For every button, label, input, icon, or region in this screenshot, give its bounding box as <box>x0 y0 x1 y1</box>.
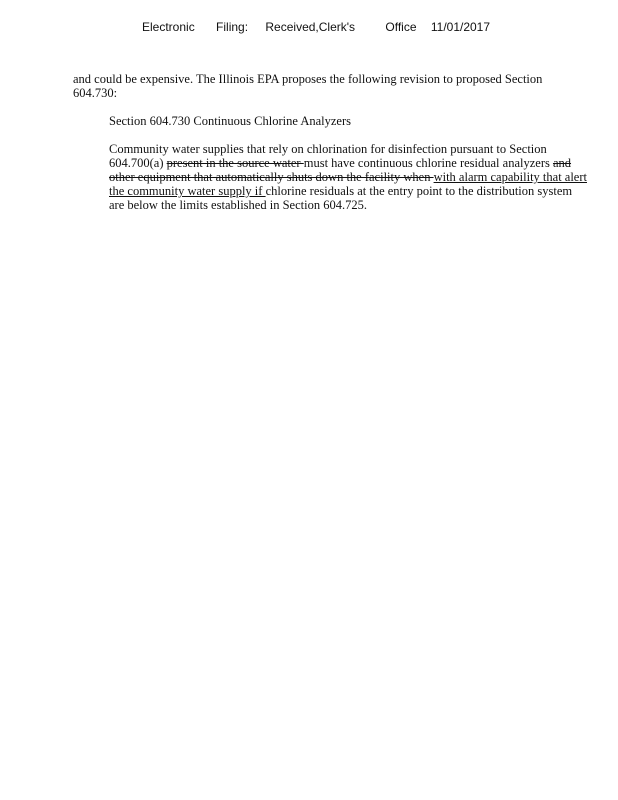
filing-header <box>142 20 490 34</box>
body-text-1: Community water supplies that rely on chlorination for disinfection pursuant to Section 604.700(a) <box>109 142 547 170</box>
deleted-text-1: present in the source water <box>166 156 304 170</box>
intro-text-2: The Illinois EPA proposes <box>196 72 330 86</box>
header-electronic: Electronic <box>142 20 195 34</box>
header-office: Office <box>385 20 417 34</box>
intro-text-3: the following revision <box>329 72 444 86</box>
section-body-paragraph <box>109 142 589 212</box>
header-received: Received,Clerk's <box>265 20 356 34</box>
intro-text-1: and could be expensive. <box>73 72 196 86</box>
body-text-2: must have continuous chlorine residual analyzers <box>303 156 553 170</box>
header-date: 11/01/2017 <box>430 20 491 34</box>
inserted-text-1: with alarm capability <box>433 170 543 184</box>
header-filing: Filing: <box>216 20 249 34</box>
section-title: Section 604.730 Continuous Chlorine Analyzers <box>109 114 351 128</box>
intro-paragraph <box>73 72 573 100</box>
body-text-3: chlorine residuals at the entry point to the distribution system are below the limits established in Section 604.725. <box>109 184 573 212</box>
inserted-text-2: that alert the community water supply if <box>109 170 587 198</box>
intro-text-4: to proposed Section 604.730: <box>73 72 543 100</box>
deleted-text-2: and other equipment that automatically shuts down the facility when <box>109 156 572 184</box>
